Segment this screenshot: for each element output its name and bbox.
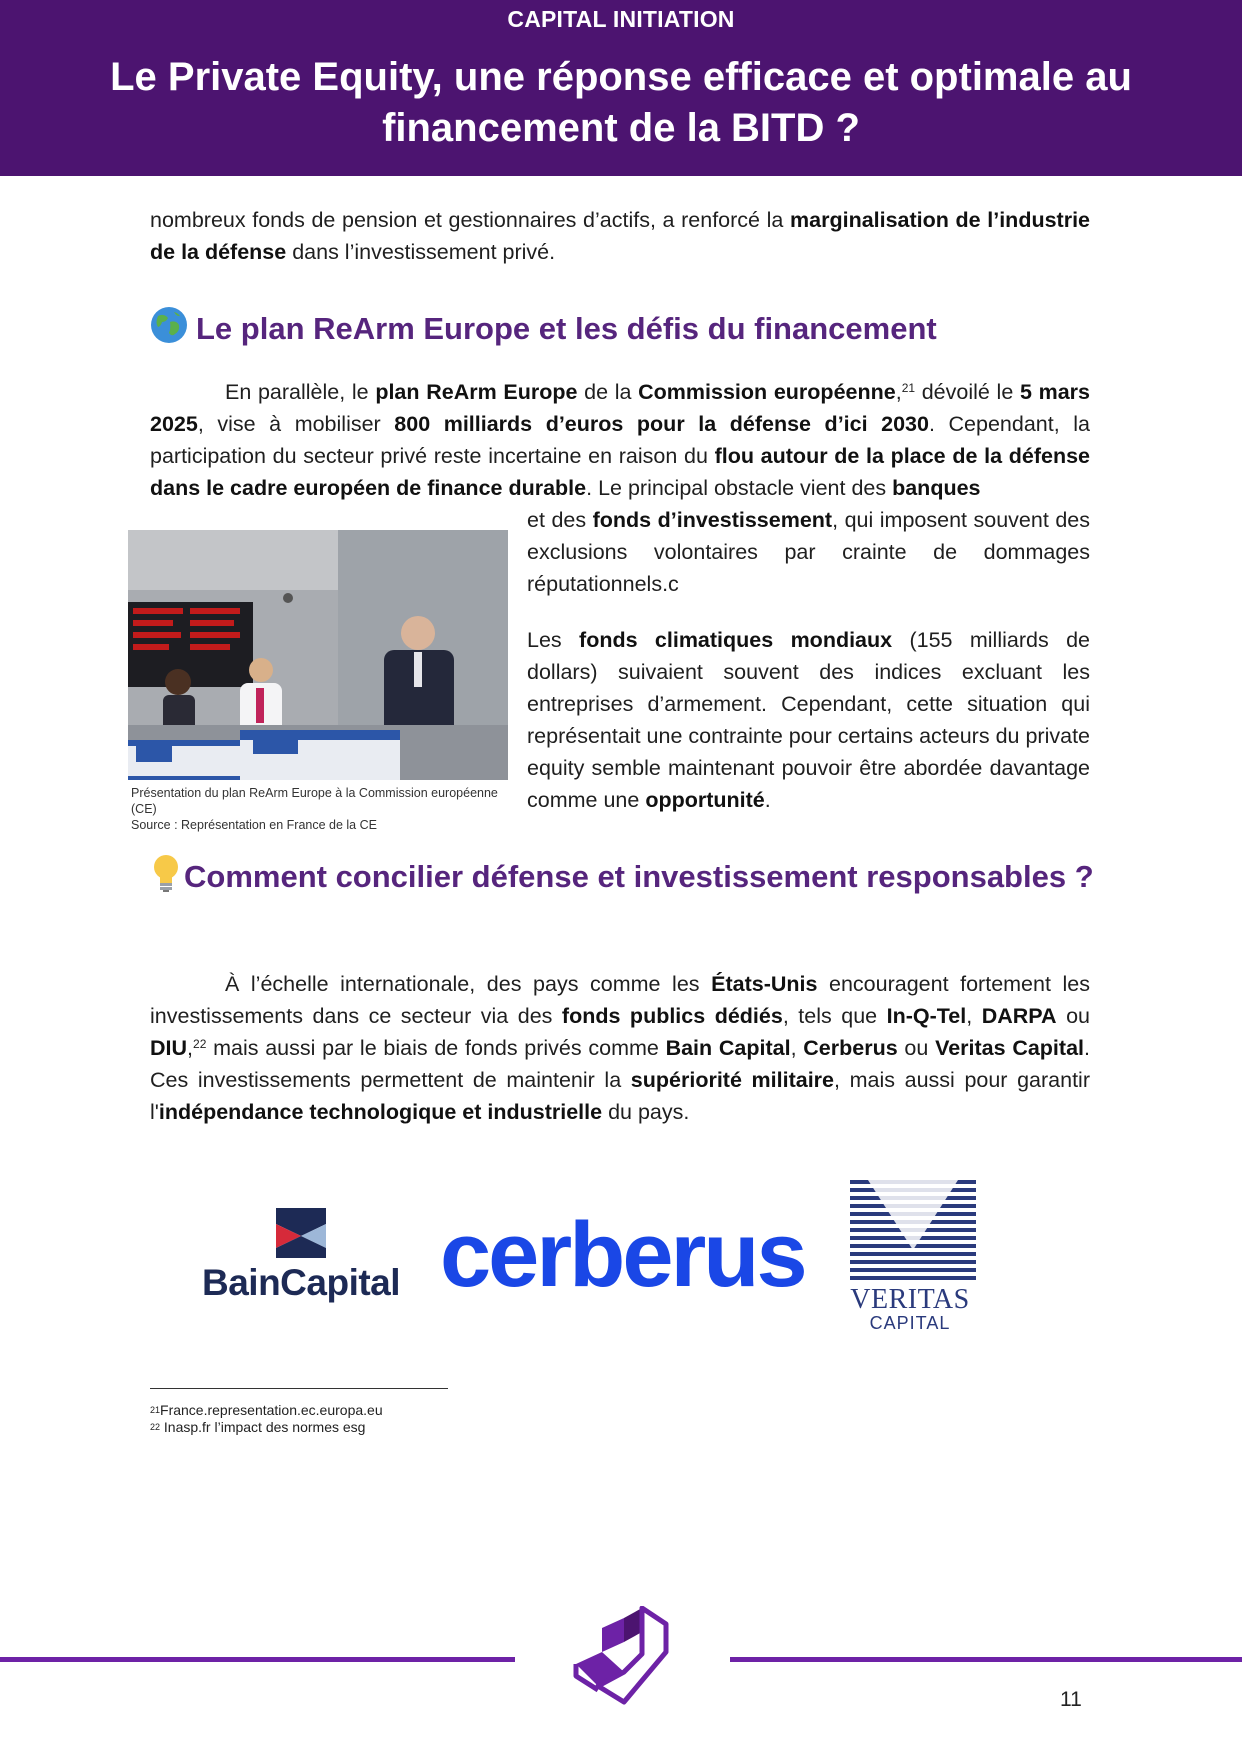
bain-capital-mark-icon [276, 1208, 326, 1263]
header-org: CAPITAL INITIATION [507, 6, 735, 32]
bain-capital-logo: BainCapital [202, 1262, 401, 1303]
veritas-logo-subtext: CAPITAL [869, 1313, 951, 1333]
international-paragraph: À l’échelle internationale, des pays comme les États-Unis encouragent fortement les investissements dans ce secteur via des fonds publics dédiés, tels que In-Q-Tel, DARPA ou DIU,$^{22}$ mais aussi par le biais de fonds privés comme Bain Capital, Cerberus ou Veritas Capital. Ces investissements permettent de maintenir la supériorité militaire, mais aussi pour garantir l'indépendance technologique et industrielle du pays. [150, 972, 1090, 1124]
climate-funds-paragraph: Les fonds climatiques mondiaux (155 milliards de dollars) suivaient souvent des indices excluant les entreprises d’armement. Cependant, cette situation qui représentait une contrainte pour certains acteurs du private equity semble maintenant pouvoir être abordée davantage comme une opportunité. [527, 628, 1090, 812]
footnote-22: $^{22}$ Inasp.fr l’impact des normes esg [150, 1419, 366, 1435]
rearm-paragraph: En parallèle, le plan ReArm Europe de la Commission européenne,$^{21}$ dévoilé le 5 mars 2025, vise à mobiliser 800 milliards d’euros pour la défense d’ici 2030. Cependant, la participation du secteur privé reste incertaine en raison du flou autour de la place de la défense dans le cadre européen de finance durable. Le principal obstacle vient des banques [150, 380, 1090, 500]
rearm-paragraph-continued: et des fonds d’investissement, qui imposent souvent des exclusions volontaires par crainte de dommages réputationnels.c [527, 508, 1090, 596]
veritas-logo-text: VERITAS [850, 1284, 970, 1315]
rearm-presentation-photo [128, 530, 508, 780]
footer-line-left [0, 1657, 515, 1662]
cerberus-logo: cerberus [440, 1204, 805, 1306]
page-number: 11 [1060, 1688, 1082, 1711]
capital-initiation-logo-icon [562, 1606, 682, 1711]
page-header [0, 0, 1242, 176]
intro-paragraph: nombreux fonds de pension et gestionnaires d’actifs, a renforcé la marginalisation de l’industrie de la défense dans l’investissement privé. [150, 208, 1091, 264]
section-heading-defense-investment: Comment concilier défense et investissement responsables ? [150, 853, 1095, 905]
photo-caption: Présentation du plan ReArm Europe à la Commission européenne (CE) Source : Représentation en France de la CE [131, 786, 498, 832]
section-heading-rearm: Le plan ReArm Europe et les défis du financement [150, 306, 1090, 356]
page-title: Le Private Equity, une réponse efficace et optimale au financement de la BITD ? [110, 55, 1132, 150]
veritas-stripes-icon [850, 1180, 976, 1289]
footnote-21: $^{21}$France.representation.ec.europa.eu [150, 1402, 383, 1418]
footer-line-right [730, 1657, 1242, 1662]
footnote-divider [150, 1388, 448, 1389]
lightbulb-icon [150, 853, 182, 905]
globe-icon [150, 306, 188, 356]
